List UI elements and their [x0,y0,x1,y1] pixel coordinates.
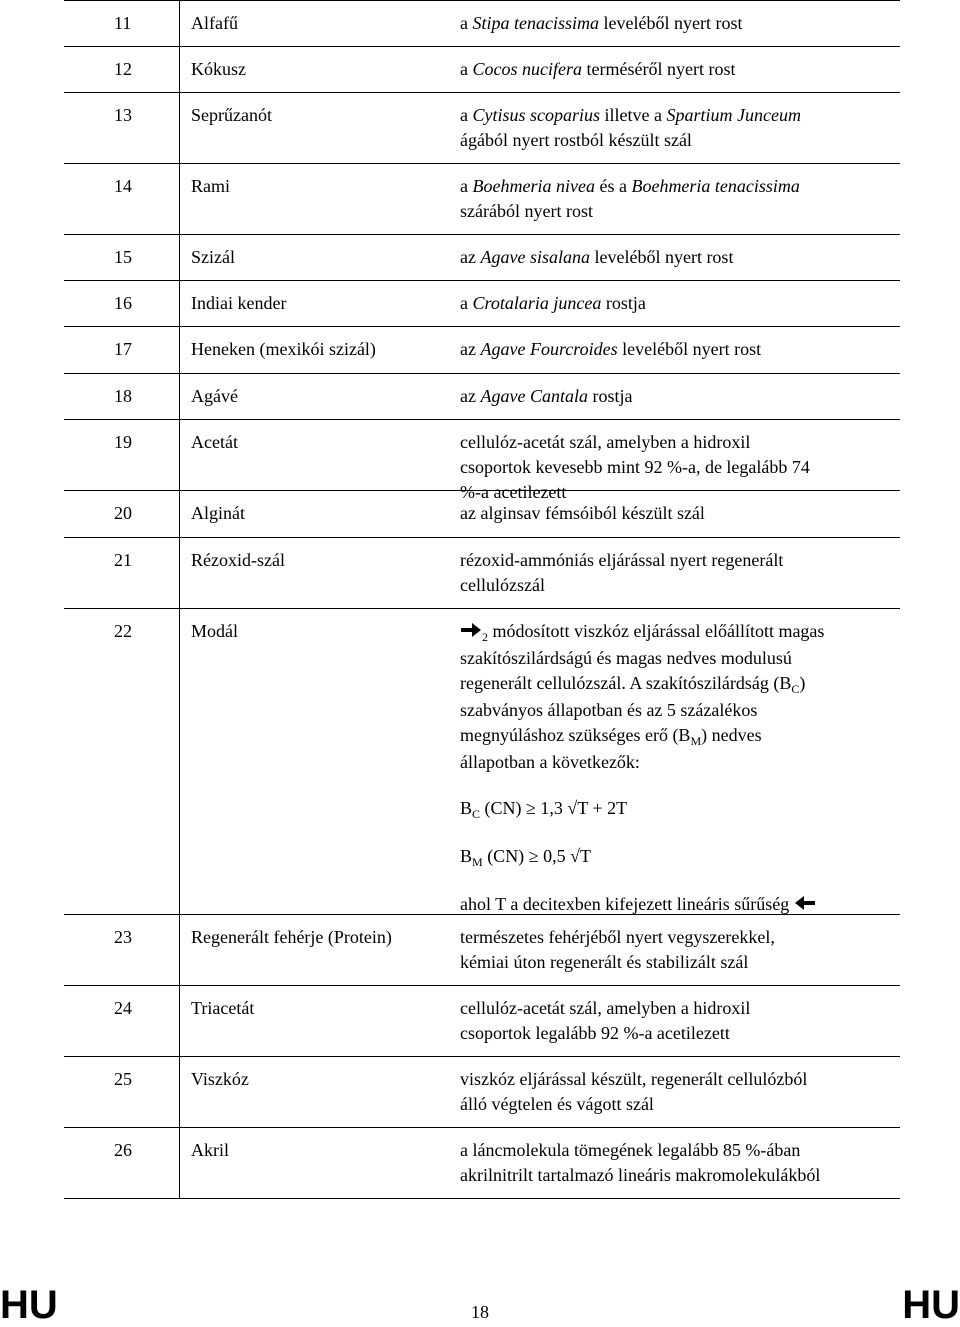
fiber-name: Rami [191,176,230,196]
row-number: 14 [114,176,132,196]
subscript: M [690,734,702,748]
row-number: 19 [114,432,132,452]
text-segment: terméséről nyert rost [582,59,736,79]
column-divider [179,327,180,373]
description-line [460,698,890,723]
text-segment: cellulózszál [460,575,545,595]
column-divider [179,915,180,985]
description-line [460,646,890,671]
text-segment: leveléből nyert rost [589,247,734,267]
table-row [64,235,900,281]
table-row [64,164,900,235]
text-segment: szakítószilárdságú és magas nedves modulusú [460,648,792,668]
text-segment: rostja [587,386,633,406]
description-line [460,1021,890,1046]
formula-bm [460,844,890,871]
species-name: Boehmeria tenacissima [631,176,800,196]
text-segment: leveléből nyert rost [617,339,762,359]
row-number: 15 [114,247,132,267]
text-segment: cellulóz-acetát szál, amelyben a hidroxil [460,998,751,1018]
description-line [460,455,890,480]
description-line [460,619,890,646]
text-segment: szárából nyert rost [460,201,593,221]
text-segment: B [460,798,473,818]
description-line [460,548,890,573]
description-line [460,57,890,82]
text-segment: akrilnitrilt tartalmazó lineáris makromolekulákból [460,1165,821,1185]
text-segment: %-a acetilezett [460,482,567,502]
column-divider [179,1,180,46]
row-number: 25 [114,1069,132,1089]
text-segment: az [460,386,481,406]
fiber-description [460,619,890,918]
description-line [460,1092,890,1117]
square-root-symbol: √ [570,846,580,866]
fiber-name: Alginát [191,503,245,523]
fiber-name: Agávé [191,386,238,406]
text-segment: a [460,13,473,33]
fiber-name: Acetát [191,432,238,452]
fiber-description [460,925,890,975]
species-name: Stipa tenacissima [472,13,599,33]
text-segment: a láncmolekula tömegének legalább 85 %-ában [460,1140,801,1160]
fiber-description [460,11,890,36]
text-segment: T + 2T [577,798,628,818]
text-segment: rézoxid-ammóniás eljárással nyert regenerált [460,550,784,570]
fiber-name: Kókusz [191,59,246,79]
text-segment: csoportok kevesebb mint 92 %-a, de legalább 74 [460,457,810,477]
description-line [460,384,890,409]
table-row [64,0,900,47]
text-segment: a [460,59,473,79]
row-number: 26 [114,1140,132,1160]
fiber-description [460,501,890,526]
fiber-description [460,245,890,270]
species-name: Crotalaria juncea [472,293,602,313]
text-segment: az alginsav fémsóiból készült szál [460,503,705,523]
description-line [460,996,890,1021]
row-number: 23 [114,927,132,947]
text-segment: regenerált cellulózszál. A szakítószilárdság (B [460,673,792,693]
table-row [64,1128,900,1199]
column-divider [179,164,180,234]
table-row [64,538,900,609]
description-line [460,950,890,975]
table-row [64,915,900,986]
fiber-name: Rézoxid-szál [191,550,285,570]
species-name: Spartium Junceum [666,105,801,125]
description-line [460,103,890,128]
column-divider [179,1128,180,1198]
text-segment: és a [594,176,632,196]
square-root-symbol: √ [567,798,578,818]
fiber-name: Indiai kender [191,293,287,313]
description-line [460,671,890,698]
subscript: 2 [482,630,488,644]
description-line [460,174,890,199]
table-row [64,47,900,93]
fiber-name: Heneken (mexikói szizál) [191,339,376,359]
text-segment: ágából nyert rostból készült szál [460,130,692,150]
description-line [460,750,890,775]
row-number: 18 [114,386,132,406]
row-number: 11 [114,13,132,33]
fiber-name: Szizál [191,247,235,267]
row-number: 22 [114,621,132,641]
fiber-description [460,337,890,362]
fiber-name: Seprűzanót [191,105,272,125]
text-segment: B [460,846,473,866]
text-segment: ahol T a decitexben kifejezett lineáris sűrűség [460,894,794,914]
column-divider [179,281,180,326]
text-segment: 1,3 [535,798,568,818]
row-number: 24 [114,998,132,1018]
description-line [460,723,890,750]
description-line [460,430,890,455]
text-segment: módosított viszkóz eljárással előállított magas [488,621,825,641]
fiber-description [460,103,890,153]
species-name: Agave Cantala [480,386,588,406]
page-number: 18 [471,1302,489,1322]
table-row [64,986,900,1057]
description-line [460,199,890,224]
arrow-right-icon [460,620,482,645]
description-line [460,11,890,36]
table-row [64,374,900,420]
description-line [460,1163,890,1188]
text-segment: természetes fehérjéből nyert vegyszerekkel, [460,927,775,947]
text-segment: illetve a [600,105,667,125]
fiber-name: Alfafű [191,13,238,33]
text-segment: megnyúláshoz szükséges erő (B [460,725,691,745]
text-segment: szabványos állapotban és az 5 százalékos [460,700,758,720]
column-divider [179,235,180,280]
species-name: Agave sisalana [480,247,590,267]
column-divider [179,47,180,92]
greater-equal-symbol: ≥ [526,798,536,818]
subscript: M [472,855,483,869]
subscript: C [472,807,481,821]
fiber-description [460,174,890,224]
fiber-name: Modál [191,621,238,641]
table-row [64,491,900,538]
subscript: C [791,682,800,696]
text-segment: viszkóz eljárással készült, regenerált cellulózból [460,1069,808,1089]
species-name: Cocos nucifera [472,59,582,79]
text-segment: rostja [601,293,646,313]
column-divider [179,538,180,608]
text-segment: (CN) [480,798,527,818]
row-number: 13 [114,105,132,125]
table-row [64,1057,900,1128]
column-divider [179,374,180,419]
description-line [460,128,890,153]
text-segment: a [460,176,473,196]
table-row [64,609,900,915]
fiber-name: Regenerált fehérje (Protein) [191,927,392,947]
text-segment: az [460,339,481,359]
text-segment: álló végtelen és vágott szál [460,1094,654,1114]
description-line [460,501,890,526]
description-line [460,925,890,950]
footer-right-country-code: HU [902,1283,960,1327]
fiber-description [460,384,890,409]
column-divider [179,986,180,1056]
row-number: 20 [114,503,132,523]
description-line [460,573,890,598]
fiber-description [460,1067,890,1117]
row-number: 21 [114,550,132,570]
text-segment: (CN) [482,846,529,866]
fiber-description [460,548,890,598]
column-divider [179,93,180,163]
text-segment: csoportok legalább 92 %-a acetilezett [460,1023,730,1043]
description-line [460,245,890,270]
description-line [460,1138,890,1163]
species-name: Boehmeria nivea [472,176,595,196]
table-row [64,281,900,327]
text-segment: a [460,293,473,313]
text-segment: a [460,105,473,125]
text-segment: T [579,846,591,866]
description-line [460,1067,890,1092]
text-segment: ) nedves [701,725,762,745]
text-segment: az [460,247,481,267]
species-name: Agave Fourcroides [480,339,618,359]
text-segment: állapotban a következők: [460,752,640,772]
column-divider [179,491,180,537]
description-line [460,337,890,362]
text-segment: ) [799,673,806,693]
fiber-description [460,996,890,1046]
formula-bc [460,796,890,823]
row-number: 12 [114,59,132,79]
fiber-table [64,0,900,1199]
greater-equal-symbol: ≥ [528,846,539,866]
fiber-name: Triacetát [191,998,255,1018]
column-divider [179,1057,180,1127]
text-segment: kémiai úton regenerált és stabilizált szál [460,952,749,972]
footer-left-country-code: HU [0,1283,58,1327]
text-segment: 0,5 [538,846,571,866]
text-segment: cellulóz-acetát szál, amelyben a hidroxil [460,432,751,452]
table-row [64,420,900,502]
fiber-description [460,1138,890,1188]
species-name: Cytisus scoparius [472,105,601,125]
text-segment: leveléből nyert rost [599,13,743,33]
fiber-name: Akril [191,1140,229,1160]
column-divider [179,609,180,914]
fiber-description [460,57,890,82]
description-line [460,291,890,316]
row-number: 17 [114,339,132,359]
fiber-name: Viszkóz [191,1069,249,1089]
table-row [64,327,900,374]
column-divider [179,420,180,490]
row-number: 16 [114,293,132,313]
table-row [64,93,900,164]
fiber-description [460,291,890,316]
